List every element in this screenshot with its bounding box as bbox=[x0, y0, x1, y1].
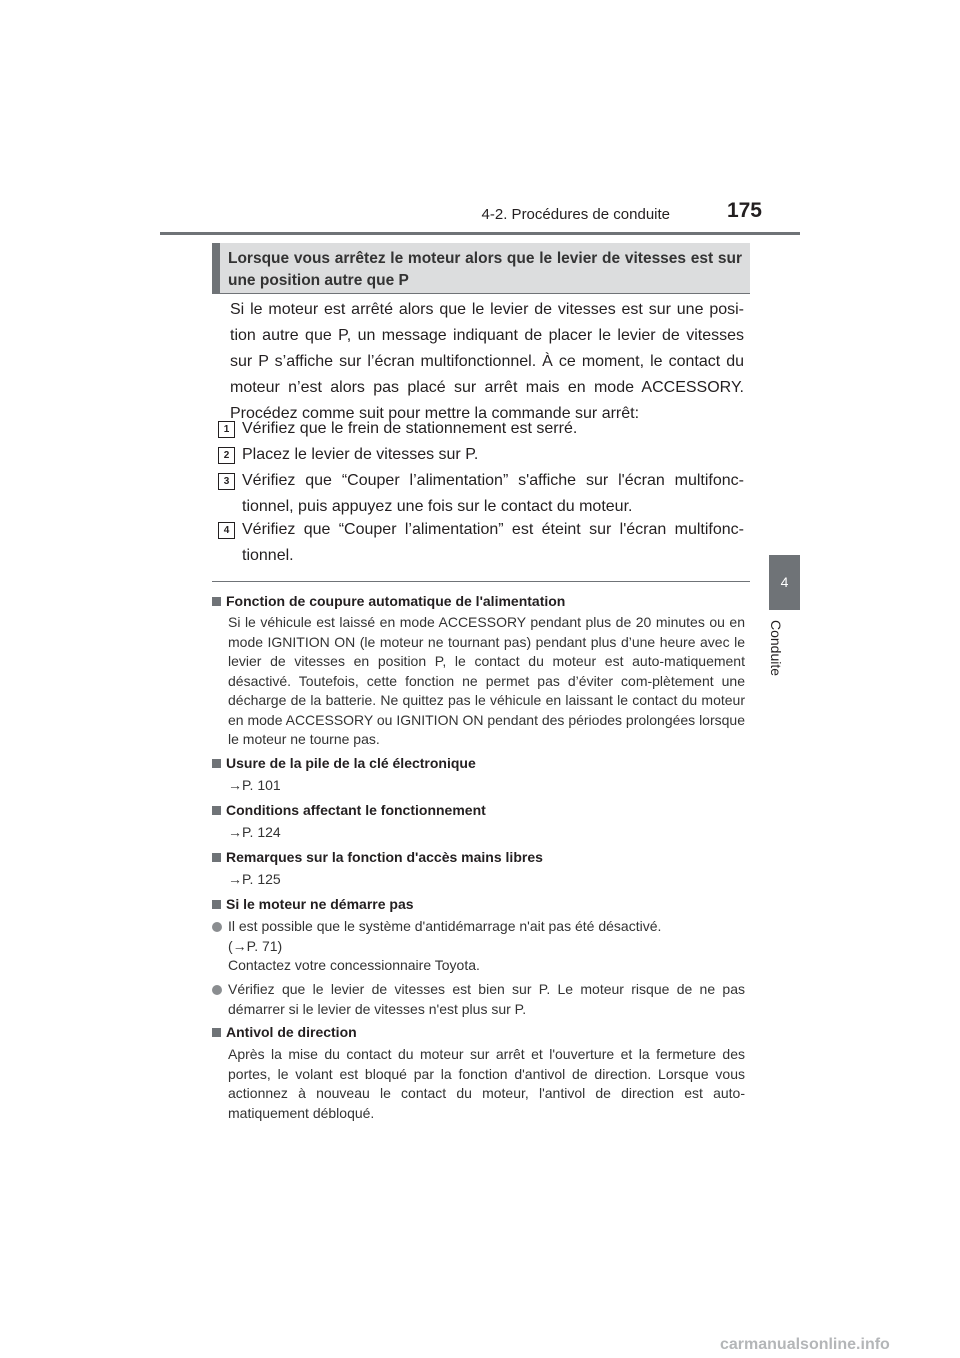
step-number-badge: 2 bbox=[218, 447, 235, 464]
bullet-item bbox=[212, 980, 745, 1019]
note-heading-remarks bbox=[212, 847, 543, 867]
note-heading-text: Usure de la pile de la clé électronique bbox=[226, 755, 476, 771]
step-3 bbox=[218, 468, 744, 520]
step-2 bbox=[218, 442, 744, 468]
note-heading-text: Antivol de direction bbox=[226, 1024, 357, 1040]
note-body-steering-lock: Après la mise du contact du moteur sur arrêt et l'ouverture et la fermeture des portes, le volant est bloqué par la fonction d'antivol de direction. Lorsque vous actionnez à nouveau le contact du moteur, l'antivol de direction est auto-matiquement débloqué. bbox=[228, 1046, 745, 1121]
bullet-text: Il est possible que le système d'antidémarrage n'ait pas été désactivé. bbox=[228, 918, 662, 934]
note-body-auto-off: Si le véhicule est laissé en mode ACCESSORY pendant plus de 20 minutes ou en mode IGNITION ON (le moteur ne tournant pas) pendant plus d’une heure avec le levier de vitesses en position P, le contact du moteur est auto-matiquement désactivé. Toutefois, cette fonction ne permet pas d’éviter com-plètement une décharge de la batterie. Ne quittez pas le véhicule en laissant le contact du moteur en mode ACCESSORY ou IGNITION ON pendant des périodes prolongées lorsque le moteur ne tourne pas. bbox=[228, 614, 745, 747]
page-reference: →P. 101 bbox=[228, 777, 281, 793]
header-rule bbox=[160, 232, 800, 235]
step-4 bbox=[218, 517, 744, 569]
square-bullet-icon bbox=[212, 900, 221, 909]
bullet-item bbox=[212, 917, 745, 976]
step-text: Vérifiez que “Couper l’alimentation” est éteint sur l'écran multifonc-tionnel. bbox=[242, 521, 744, 564]
bullet-text: Vérifiez que le levier de vitesses est bien sur P. Le moteur risque de ne pas démarrer si le levier de vitesses n'est plus sur P. bbox=[228, 981, 745, 1017]
circle-bullet-icon bbox=[212, 985, 222, 995]
circle-bullet-icon bbox=[212, 922, 222, 932]
note-heading-battery bbox=[212, 753, 476, 773]
header-section-title: 4-2. Procédures de conduite bbox=[481, 206, 670, 223]
square-bullet-icon bbox=[212, 853, 221, 862]
note-heading-steering-lock bbox=[212, 1022, 357, 1042]
chapter-tab bbox=[769, 555, 800, 610]
page-number: 175 bbox=[726, 199, 762, 222]
note-heading-text: Remarques sur la fonction d'accès mains libres bbox=[226, 849, 543, 865]
section-heading-box: Lorsque vous arrêtez le moteur alors que le levier de vitesses est sur une position autre que P bbox=[212, 243, 750, 293]
square-bullet-icon bbox=[212, 597, 221, 606]
page-reference: (→P. 71) bbox=[228, 937, 283, 954]
section-divider bbox=[212, 581, 750, 582]
intro-paragraph: Si le moteur est arrêté alors que le levier de vitesses est sur une posi-tion autre que P, un message indiquant de placer le levier de vitesses sur P s’affiche sur l’écran multifonctionnel. À ce moment, le contact du moteur n’est alors pas placé sur arrêt mais en mode ACCESSORY. Procédez comme suit pour mettre la commande sur arrêt: bbox=[230, 301, 744, 422]
watermark: carmanualsonline.info bbox=[720, 1336, 890, 1353]
note-heading-no-start bbox=[212, 894, 414, 914]
note-heading-text: Si le moteur ne démarre pas bbox=[226, 896, 414, 912]
square-bullet-icon bbox=[212, 1028, 221, 1037]
page-reference: →P. 124 bbox=[228, 824, 281, 840]
note-heading-text: Conditions affectant le fonctionnement bbox=[226, 802, 486, 818]
step-number-badge: 3 bbox=[218, 473, 235, 490]
note-heading-text: Fonction de coupure automatique de l'alimentation bbox=[226, 593, 566, 609]
heading-box-rule bbox=[212, 293, 750, 294]
bullet-text: Contactez votre concessionnaire Toyota. bbox=[228, 957, 480, 973]
square-bullet-icon bbox=[212, 759, 221, 768]
square-bullet-icon bbox=[212, 806, 221, 815]
step-text: Placez le levier de vitesses sur P. bbox=[242, 446, 479, 463]
step-1 bbox=[218, 416, 744, 442]
chapter-label: Conduite bbox=[768, 620, 784, 677]
note-heading-auto-off bbox=[212, 591, 565, 611]
step-text: Vérifiez que le frein de stationnement est serré. bbox=[242, 420, 578, 437]
chapter-number: 4 bbox=[780, 574, 789, 590]
step-number-badge: 1 bbox=[218, 421, 235, 438]
page-reference: →P. 125 bbox=[228, 871, 281, 887]
note-heading-conditions bbox=[212, 800, 486, 820]
step-number-badge: 4 bbox=[218, 522, 235, 539]
step-text: Vérifiez que “Couper l’alimentation” s'affiche sur l'écran multifonc-tionnel, puis appuyez une fois sur le contact du moteur. bbox=[242, 472, 744, 515]
